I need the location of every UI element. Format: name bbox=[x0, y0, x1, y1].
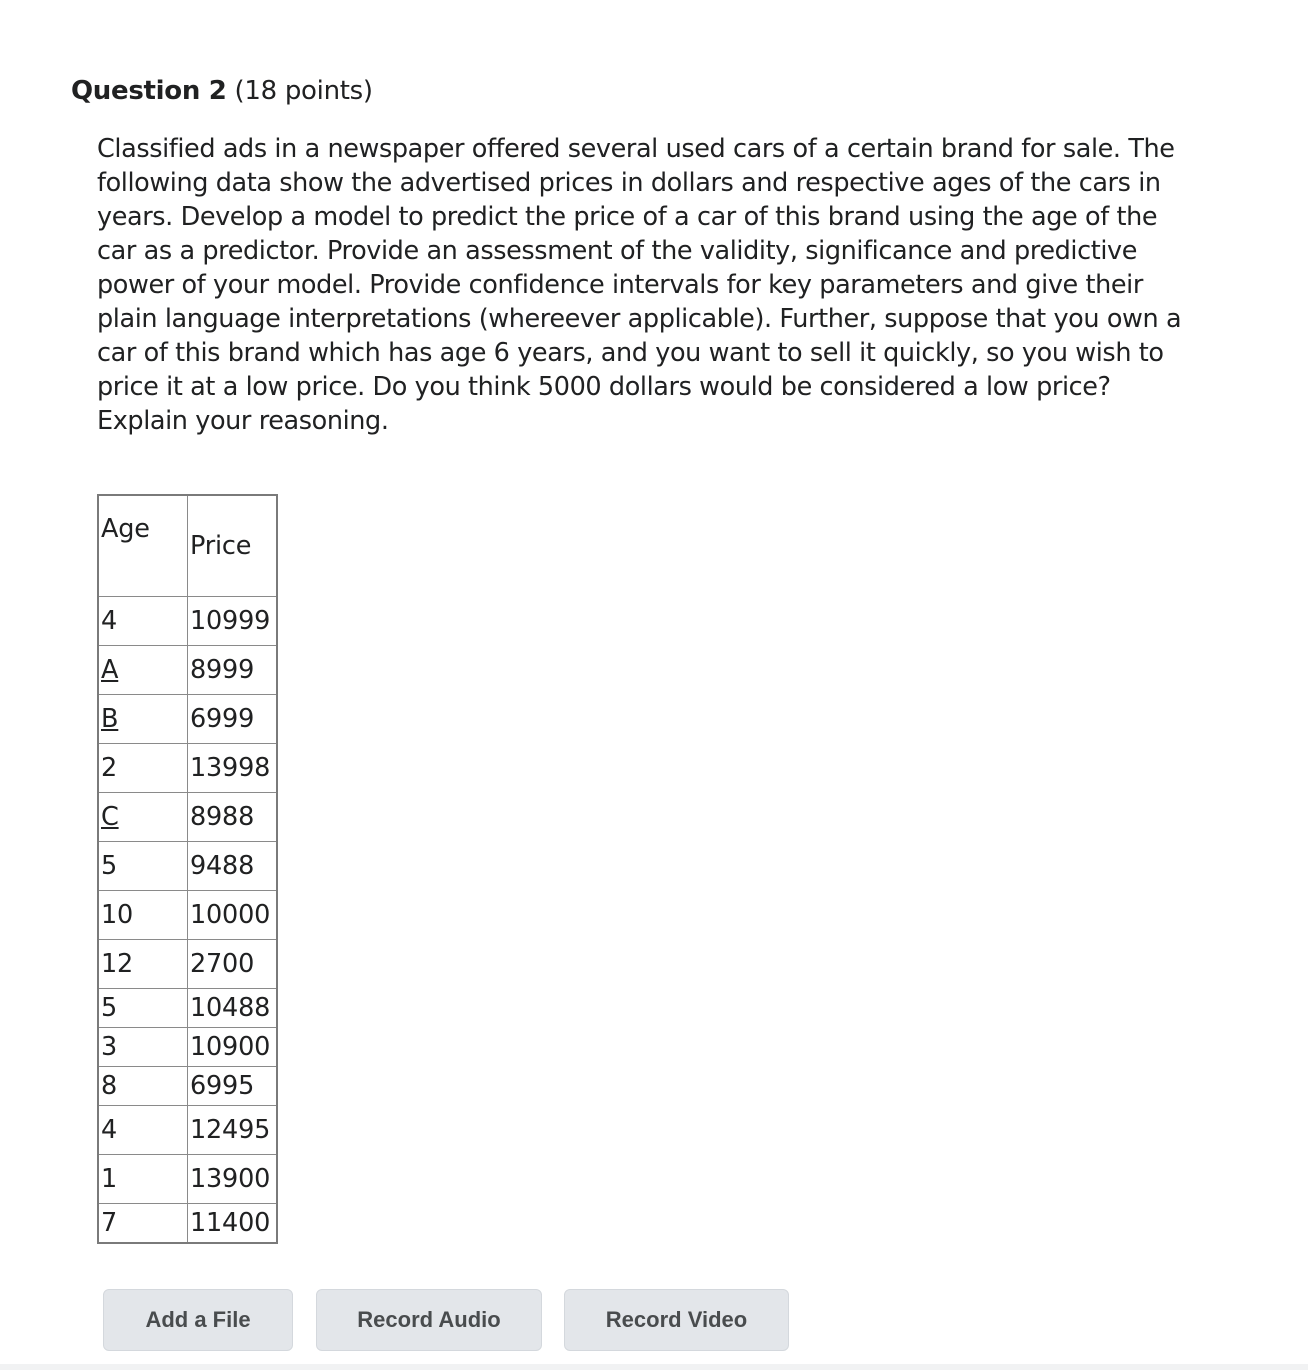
price-cell: 2700 bbox=[188, 940, 278, 989]
header-price: Price bbox=[188, 495, 278, 597]
price-cell: 11400 bbox=[188, 1204, 278, 1244]
table-header-row bbox=[98, 495, 277, 597]
table-row bbox=[98, 597, 277, 646]
attachment-buttons bbox=[0, 1289, 1308, 1351]
price-cell: 10488 bbox=[188, 989, 278, 1028]
age-cell-link[interactable]: C bbox=[98, 793, 188, 842]
price-cell: 8988 bbox=[188, 793, 278, 842]
table-row bbox=[98, 842, 277, 891]
price-cell: 9488 bbox=[188, 842, 278, 891]
question-title: Question 2 bbox=[71, 76, 227, 106]
price-cell: 10000 bbox=[188, 891, 278, 940]
age-cell: 8 bbox=[98, 1067, 188, 1106]
age-cell: 5 bbox=[98, 989, 188, 1028]
question-body-paragraph: Classified ads in a newspaper offered several used cars of a certain brand for sale. The following data show the advertised prices in dollars and respective ages of the cars in years. Develop a model to predict the price of a car of this brand using the age of the car as a predictor. Provide an assessment of the validity, significance and predictive power of your model. Provide confidence intervals for key parameters and give their plain language interpretations (whereever applicable). Further, suppose that you own a car of this brand which has age 6 years, and you want to sell it quickly, so you wish to price it at a low price. Do you think 5000 dollars would be considered a low price? Explain your reasoning. bbox=[97, 134, 1182, 436]
age-cell: 2 bbox=[98, 744, 188, 793]
table-row bbox=[98, 1204, 277, 1244]
record-video-button[interactable]: Record Video bbox=[564, 1289, 789, 1351]
bottom-divider bbox=[0, 1364, 1308, 1370]
table-row bbox=[98, 695, 277, 744]
table-row bbox=[98, 744, 277, 793]
price-cell: 12495 bbox=[188, 1106, 278, 1155]
table-row bbox=[98, 1028, 277, 1067]
age-cell-link[interactable]: B bbox=[98, 695, 188, 744]
age-cell: 3 bbox=[98, 1028, 188, 1067]
price-cell: 6995 bbox=[188, 1067, 278, 1106]
table-row bbox=[98, 1106, 277, 1155]
record-audio-button[interactable]: Record Audio bbox=[316, 1289, 542, 1351]
age-cell-link[interactable]: A bbox=[98, 646, 188, 695]
question-header bbox=[71, 76, 373, 106]
header-age: Age bbox=[98, 495, 188, 597]
age-cell: 10 bbox=[98, 891, 188, 940]
age-cell: 12 bbox=[98, 940, 188, 989]
table-row bbox=[98, 891, 277, 940]
price-cell: 10999 bbox=[188, 597, 278, 646]
table-row bbox=[98, 1155, 277, 1204]
age-cell: 5 bbox=[98, 842, 188, 891]
add-file-button[interactable]: Add a File bbox=[103, 1289, 293, 1351]
question-text bbox=[97, 132, 1197, 438]
question-points: (18 points) bbox=[234, 76, 373, 106]
age-cell: 4 bbox=[98, 1106, 188, 1155]
price-cell: 6999 bbox=[188, 695, 278, 744]
age-cell: 4 bbox=[98, 597, 188, 646]
table-row bbox=[98, 646, 277, 695]
age-cell: 7 bbox=[98, 1204, 188, 1244]
table-row bbox=[98, 1067, 277, 1106]
table-row bbox=[98, 793, 277, 842]
price-cell: 13998 bbox=[188, 744, 278, 793]
age-price-table bbox=[97, 494, 278, 1244]
age-cell: 1 bbox=[98, 1155, 188, 1204]
price-cell: 10900 bbox=[188, 1028, 278, 1067]
table-row bbox=[98, 989, 277, 1028]
table-row bbox=[98, 940, 277, 989]
price-cell: 13900 bbox=[188, 1155, 278, 1204]
price-cell: 8999 bbox=[188, 646, 278, 695]
